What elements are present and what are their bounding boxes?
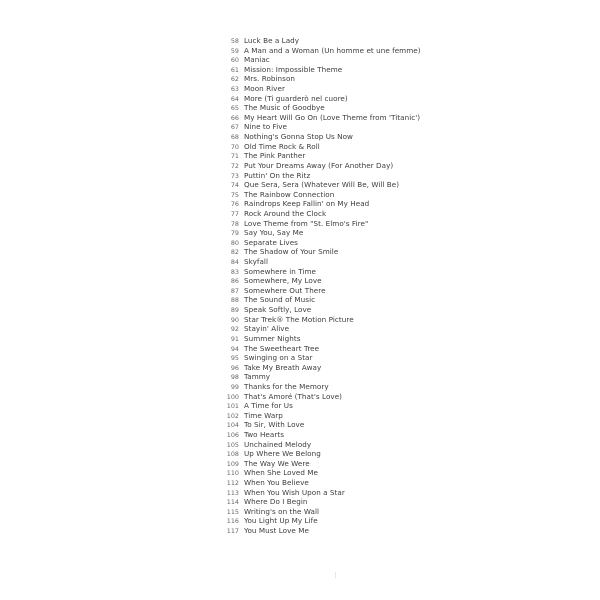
toc-song-title: The Pink Panther (244, 151, 306, 161)
toc-page-number: 102 (226, 411, 239, 420)
toc-entry (224, 286, 421, 296)
toc-entry (224, 315, 421, 325)
toc-entry (224, 55, 421, 65)
toc-entry (224, 190, 421, 200)
toc-page-number: 70 (230, 142, 239, 151)
toc-song-title: Luck Be a Lady (244, 36, 300, 45)
toc-song-title: A Time for Us (244, 401, 293, 411)
toc-song-title: Time Warp (244, 410, 283, 420)
toc-song-title: Thanks for the Memory (244, 381, 329, 391)
toc-page-number: 74 (230, 181, 239, 190)
toc-entry (224, 468, 421, 478)
toc-page-number: 76 (230, 200, 239, 209)
toc-song-title: Maniac (244, 55, 270, 65)
toc-song-title: Swinging on a Star (244, 353, 313, 363)
toc-entry (224, 305, 421, 315)
toc-song-title: Somewhere Out There (244, 285, 326, 295)
toc-entry (224, 334, 421, 344)
toc-entry (224, 46, 421, 56)
toc-song-title: Tammy (244, 372, 271, 382)
toc-song-title: Puttin' On the Ritz (244, 170, 311, 180)
toc-page-number: 83 (230, 267, 239, 276)
toc-page-number: 77 (230, 209, 239, 218)
toc-entry (224, 449, 421, 459)
toc-entry (224, 84, 421, 94)
toc-song-title: The Rainbow Connection (244, 189, 335, 199)
toc-song-title: Mission: Impossible Theme (244, 64, 343, 74)
toc-entry (224, 132, 421, 142)
toc-song-title: Somewhere, My Love (244, 276, 322, 286)
toc-entry (224, 228, 421, 238)
toc-page-number: 90 (230, 315, 239, 324)
toc-entry (224, 526, 421, 536)
toc-entry (224, 488, 421, 498)
toc-song-title: Summer Nights (244, 333, 301, 343)
toc-entry (224, 247, 421, 257)
toc-page-number: 95 (230, 354, 239, 363)
toc-page-number: 112 (226, 479, 239, 488)
toc-song-title: You Light Up My Life (244, 516, 318, 526)
toc-page-number: 61 (230, 65, 239, 74)
toc-song-title: The Sweetheart Tree (244, 343, 320, 353)
toc-entry (224, 353, 421, 363)
toc-entry (224, 372, 421, 382)
toc-entry (224, 295, 421, 305)
toc-entry (224, 219, 421, 229)
toc-song-title: The Music of Goodbye (244, 103, 325, 113)
toc-page-number: 84 (230, 258, 239, 267)
toc-entry (224, 36, 421, 46)
toc-song-title: To Sir, With Love (244, 420, 305, 430)
toc-page-number: 105 (226, 440, 239, 449)
toc-page-number: 110 (226, 469, 239, 478)
toc-entry (224, 238, 421, 248)
toc-song-title: More (Ti guarderò nel cuore) (244, 93, 348, 103)
toc-entry (224, 94, 421, 104)
toc-page-number: 99 (230, 382, 239, 391)
toc-page-number: 104 (226, 421, 239, 430)
toc-song-title: You Must Love Me (244, 526, 309, 536)
toc-page-number: 78 (230, 219, 239, 228)
toc-page-number: 109 (226, 459, 239, 468)
toc-entry (224, 113, 421, 123)
toc-page-number: 101 (226, 402, 239, 411)
toc-page-number: 94 (230, 344, 239, 353)
toc-song-title: Nine to Five (244, 122, 288, 132)
toc-entry (224, 199, 421, 209)
toc-page-number: 106 (226, 430, 239, 439)
toc-entry (224, 516, 421, 526)
toc-entry (224, 257, 421, 267)
toc-entry (224, 440, 421, 450)
toc-entry (224, 344, 421, 354)
toc-entry (224, 122, 421, 132)
toc-song-title: Separate Lives (244, 237, 298, 247)
toc-page-number: 91 (230, 334, 239, 343)
toc-entry (224, 276, 421, 286)
toc-page-number: 89 (230, 306, 239, 315)
toc-song-title: Rock Around the Clock (244, 208, 327, 218)
toc-song-title: Put Your Dreams Away (For Another Day) (244, 160, 394, 170)
toc-page-number: 59 (230, 46, 239, 55)
toc-entry (224, 103, 421, 113)
toc-entry (224, 420, 421, 430)
toc-page-number: 86 (230, 277, 239, 286)
toc-entry (224, 180, 421, 190)
toc-page-number: 64 (230, 94, 239, 103)
toc-page-number: 72 (230, 161, 239, 170)
toc-song-title: My Heart Will Go On (Love Theme from 'Titanic') (244, 112, 421, 122)
page-mark (335, 572, 336, 578)
toc-entry (224, 74, 421, 84)
toc-page-number: 117 (226, 527, 239, 536)
toc-page-number: 60 (230, 56, 239, 65)
toc-page-number: 65 (230, 104, 239, 113)
toc-song-title: The Way We Were (244, 458, 310, 468)
toc-page-number: 71 (230, 152, 239, 161)
toc-song-title: Love Theme from "St. Elmo's Fire" (244, 218, 369, 228)
toc-song-title: Unchained Melody (244, 439, 312, 449)
toc-song-title: A Man and a Woman (Un homme et une femme) (244, 45, 421, 55)
toc-entry (224, 142, 421, 152)
toc-song-title: The Sound of Music (244, 295, 316, 305)
toc-song-title: Raindrops Keep Fallin' on My Head (244, 199, 370, 209)
toc-page-number: 96 (230, 363, 239, 372)
toc-page-number: 113 (226, 488, 239, 497)
toc-page-number: 68 (230, 133, 239, 142)
toc-page-number: 82 (230, 248, 239, 257)
toc-song-title: Somewhere in Time (244, 266, 317, 276)
toc-entry (224, 363, 421, 373)
toc-song-title: Old Time Rock & Roll (244, 141, 320, 151)
table-of-contents (224, 36, 421, 536)
toc-entry (224, 65, 421, 75)
toc-entry (224, 209, 421, 219)
toc-song-title: That's Amoré (That's Love) (244, 391, 343, 401)
toc-song-title: Moon River (244, 84, 285, 94)
toc-entry (224, 382, 421, 392)
toc-song-title: Speak Softly, Love (244, 305, 312, 315)
toc-song-title: When You Wish Upon a Star (244, 487, 345, 497)
toc-entry (224, 459, 421, 469)
toc-entry (224, 267, 421, 277)
toc-page-number: 115 (226, 507, 239, 516)
toc-page-number: 100 (226, 392, 239, 401)
toc-song-title: Two Hearts (244, 429, 285, 439)
toc-entry (224, 411, 421, 421)
toc-song-title: Skyfall (244, 257, 269, 267)
toc-song-title: Where Do I Begin (244, 497, 308, 507)
toc-entry (224, 324, 421, 334)
toc-song-title: Writing's on the Wall (244, 506, 320, 516)
toc-entry (224, 478, 421, 488)
toc-song-title: Say You, Say Me (244, 228, 304, 238)
toc-song-title: Que Sera, Sera (Whatever Will Be, Will Be) (244, 180, 400, 190)
toc-page-number: 75 (230, 190, 239, 199)
toc-entry (224, 430, 421, 440)
toc-entry (224, 401, 421, 411)
toc-song-title: Take My Breath Away (244, 362, 322, 372)
toc-page-number: 62 (230, 75, 239, 84)
toc-song-title: When She Loved Me (244, 468, 319, 478)
toc-entry (224, 151, 421, 161)
toc-page-number: 67 (230, 123, 239, 132)
toc-song-title: Star Trek® The Motion Picture (244, 314, 354, 324)
toc-song-title: Stayin' Alive (244, 324, 290, 334)
toc-entry (224, 161, 421, 171)
toc-song-title: Mrs. Robinson (244, 74, 296, 84)
toc-song-title: Nothing's Gonna Stop Us Now (244, 132, 353, 142)
toc-page-number: 66 (230, 113, 239, 122)
toc-page-number: 88 (230, 296, 239, 305)
toc-page-number: 87 (230, 286, 239, 295)
toc-entry (224, 497, 421, 507)
toc-page-number: 114 (226, 498, 239, 507)
toc-page-number: 80 (230, 238, 239, 247)
toc-entry (224, 507, 421, 517)
toc-page-number: 108 (226, 450, 239, 459)
toc-page-number: 73 (230, 171, 239, 180)
toc-page-number: 98 (230, 373, 239, 382)
toc-page-number: 92 (230, 325, 239, 334)
toc-song-title: The Shadow of Your Smile (244, 247, 339, 257)
toc-song-title: Up Where We Belong (244, 449, 321, 459)
toc-page-number: 116 (226, 517, 239, 526)
toc-page-number: 58 (230, 37, 239, 45)
toc-entry (224, 171, 421, 181)
toc-page-number: 79 (230, 229, 239, 238)
toc-song-title: When You Believe (244, 478, 309, 488)
toc-entry (224, 392, 421, 402)
toc-page-number: 63 (230, 85, 239, 94)
